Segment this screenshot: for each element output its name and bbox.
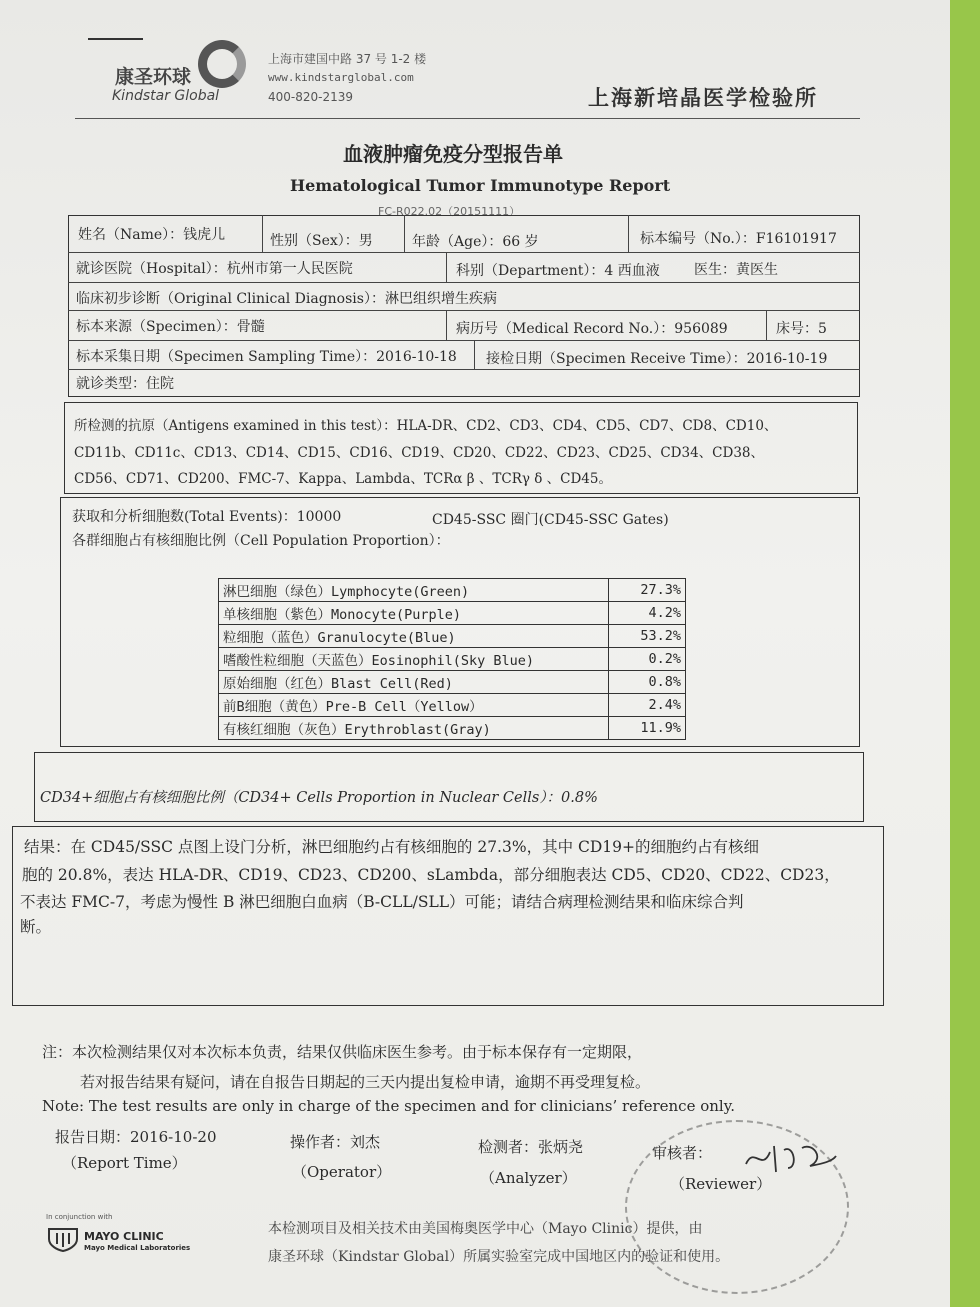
mayo-sub: Mayo Medical Laboratories [84, 1244, 191, 1252]
analyzer: 检测者：张炳尧 [478, 1138, 584, 1156]
gate-info: CD45-SSC 圈门(CD45-SSC Gates) [432, 512, 669, 528]
population-label: 粒细胞（蓝色）Granulocyte(Blue) [219, 625, 609, 648]
specimen-no: 标本编号（No.）：F16101917 [640, 231, 837, 247]
antigens-line-3: CD56、CD71、CD200、FMC-7、Kappa、Lambda、TCRα β 、TCRγ δ 、CD45。 [74, 471, 612, 487]
mayo-name: MAYO CLINIC [84, 1230, 164, 1243]
patient-sex: 性别（Sex）：男 [270, 233, 373, 249]
specimen-source: 标本来源（Specimen）：骨髓 [76, 319, 265, 335]
brand-cn: 康圣环球 [115, 66, 192, 88]
population-value: 2.4% [609, 694, 686, 717]
kindstar-logo-icon [198, 40, 246, 88]
footer-line-2: 康圣环球（Kindstar Global）所属实验室完成中国地区内的验证和使用。 [268, 1249, 730, 1265]
table-row [219, 648, 686, 671]
clinical-diagnosis: 临床初步诊断（Original Clinical Diagnosis）：淋巴组织增生疾病 [76, 291, 497, 307]
form-code: FC-R022.02（20151111） [378, 205, 521, 218]
medical-record-no: 病历号（Medical Record No.）：956089 [456, 321, 728, 337]
note-cn-2: 若对报告结果有疑问，请在自报告日期起的三天内提出复检申请，逾期不再受理复检。 [80, 1073, 651, 1091]
footer-line-1: 本检测项目及相关技术由美国梅奥医学中心（Mayo Clinic）提供，由 [268, 1221, 703, 1237]
cd34-proportion: CD34+细胞占有核细胞比例（CD34+ Cells Proportion in Nuclear Cells）：0.8% [40, 790, 598, 806]
antigens-line-2: CD11b、CD11c、CD13、CD14、CD15、CD16、CD19、CD20、CD22、CD23、CD25、CD34、CD38、 [74, 445, 765, 461]
antigens-line-1: 所检测的抗原（Antigens examined in this test）：HLA-DR、CD2、CD3、CD4、CD5、CD7、CD8、CD10、 [74, 418, 778, 434]
report-date-en: （Report Time） [62, 1154, 187, 1172]
report-date: 报告日期：2016-10-20 [55, 1128, 217, 1146]
bed-no: 床号：5 [776, 321, 827, 337]
lab-name: 上海新培晶医学检验所 [588, 85, 818, 110]
header-divider [75, 118, 860, 119]
result-line-1: 结果：在 CD45/SSC 点图上设门分析，淋巴细胞约占有核细胞的 27.3%，其中 CD19+的细胞约占有核细 [24, 838, 760, 856]
result-line-4: 断。 [20, 918, 52, 936]
population-label: 单核细胞（紫色）Monocyte(Purple) [219, 602, 609, 625]
table-row [219, 694, 686, 717]
report-title-en: Hematological Tumor Immunotype Report [290, 176, 671, 195]
population-value: 11.9% [609, 717, 686, 740]
population-value: 53.2% [609, 625, 686, 648]
operator-en: （Operator） [292, 1163, 392, 1181]
background-surface [950, 0, 980, 1307]
header-address: 上海市建国中路 37 号 1-2 楼 [268, 52, 427, 66]
population-label: 前B细胞（黄色）Pre-B Cell（Yellow） [219, 694, 609, 717]
population-value: 0.8% [609, 671, 686, 694]
population-label: 原始细胞（红色）Blast Cell(Red) [219, 671, 609, 694]
reviewer-stamp [625, 1120, 849, 1294]
note-en: Note: The test results are only in charge of the specimen and for clinicians’ reference only. [42, 1097, 735, 1115]
table-row [219, 602, 686, 625]
total-events: 获取和分析细胞数(Total Events)：10000 [72, 509, 342, 525]
population-label: 嗜酸性粒细胞（天蓝色）Eosinophil(Sky Blue) [219, 648, 609, 671]
operator: 操作者：刘杰 [290, 1133, 381, 1151]
brand-en: Kindstar Global [112, 88, 220, 104]
department: 科别（Department）：4 西血液 [456, 263, 660, 279]
mayo-shield-icon [46, 1226, 80, 1252]
analyzer-en: （Analyzer） [480, 1169, 577, 1187]
patient-age: 年龄（Age）：66 岁 [412, 234, 539, 250]
mayo-conjunction: In conjunction with [46, 1213, 113, 1221]
reviewer: 审核者： [652, 1144, 713, 1162]
table-row [219, 625, 686, 648]
doctor: 医生：黄医生 [694, 262, 778, 278]
population-table [218, 578, 686, 740]
result-line-2: 胞的 20.8%，表达 HLA-DR、CD19、CD23、CD200、sLambda，部分细胞表达 CD5、CD20、CD22、CD23， [22, 866, 840, 884]
receive-time: 接检日期（Specimen Receive Time）：2016-10-19 [486, 351, 828, 367]
hospital: 就诊医院（Hospital）：杭州市第一人民医院 [76, 261, 353, 277]
result-line-3: 不表达 FMC-7，考虑为慢性 B 淋巴细胞白血病（B-CLL/SLL）可能；请结合病理检测结果和临床综合判 [20, 893, 744, 911]
table-row [219, 579, 686, 602]
header-phone: 400-820-2139 [268, 90, 354, 104]
population-label: 淋巴细胞（绿色）Lymphocyte(Green) [219, 579, 609, 602]
population-value: 4.2% [609, 602, 686, 625]
reviewer-en: （Reviewer） [670, 1175, 772, 1193]
visit-type: 就诊类型：住院 [76, 376, 174, 392]
header-rule [88, 38, 143, 40]
table-row [219, 671, 686, 694]
patient-name: 姓名（Name）：钱虎儿 [78, 227, 226, 243]
note-cn-1: 注：本次检测结果仅对本次标本负责，结果仅供临床医生参考。由于标本保存有一定期限， [42, 1043, 643, 1061]
population-label: 有核红细胞（灰色）Erythroblast(Gray) [219, 717, 609, 740]
header-website: www.kindstarglobal.com [268, 71, 414, 84]
table-row [219, 717, 686, 740]
population-value: 27.3% [609, 579, 686, 602]
report-title-cn: 血液肿瘤免疫分型报告单 [343, 142, 563, 166]
population-value: 0.2% [609, 648, 686, 671]
proportion-label: 各群细胞占有核细胞比例（Cell Population Proportion）： [72, 533, 450, 549]
sampling-time: 标本采集日期（Specimen Sampling Time）：2016-10-18 [76, 349, 457, 365]
